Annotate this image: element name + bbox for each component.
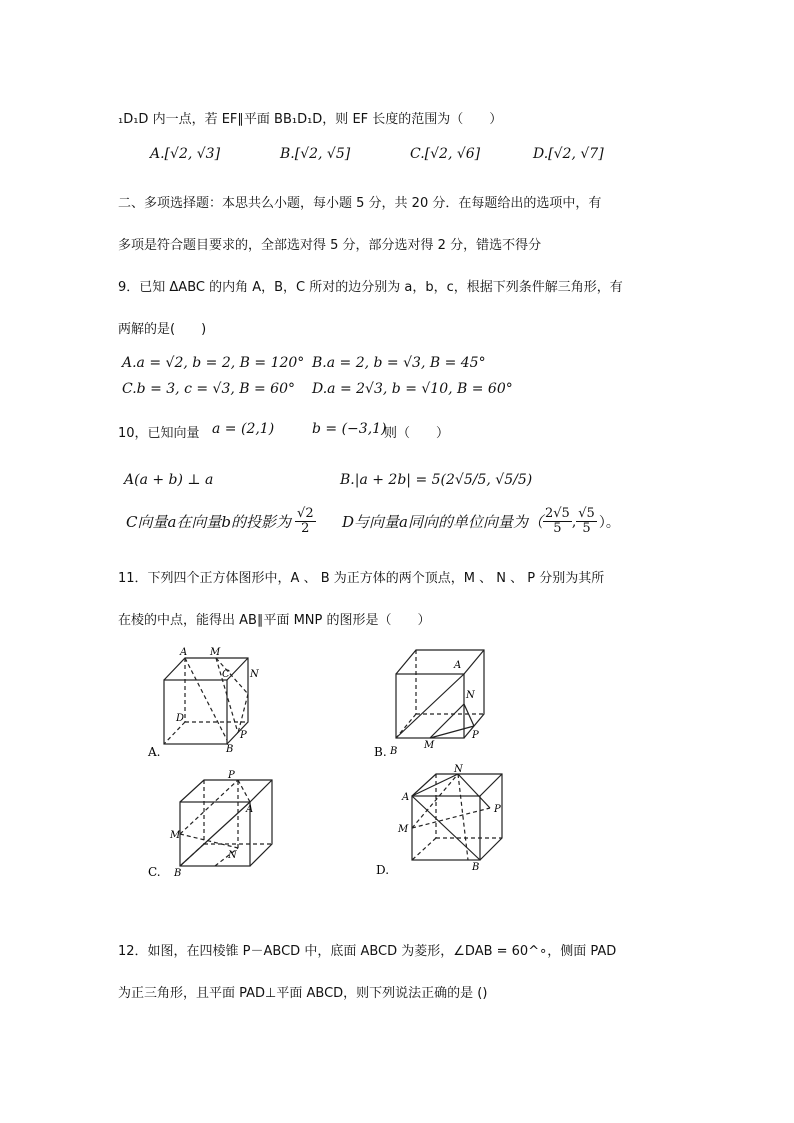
fig-d-label-n: N (454, 764, 463, 775)
fig-b-label-p: P (472, 730, 479, 741)
fig-d-label-b: B (472, 862, 480, 873)
q10-option-d-comma: , (571, 513, 577, 530)
q10-option-d-fraction-1 (543, 507, 572, 537)
fig-c-label-a: A (246, 804, 254, 815)
q10-option-a: A(a + b) ⊥ a (124, 472, 214, 488)
q10-option-c-denominator: 2 (301, 521, 310, 537)
q10-option-d-f1-numerator: 2√5 (544, 506, 570, 521)
fig-b-label-a: A (454, 660, 462, 671)
fig-a-label-p: P (240, 730, 247, 741)
q10-stem-suffix: 则（ ） (384, 426, 450, 441)
fig-b-label-b: B (390, 746, 398, 757)
q10-option-d (342, 507, 620, 537)
fig-a-label-d: D (176, 713, 185, 724)
q11-line1: 11．下列四个正方体图形中，A 、 B 为正方体的两个顶点，M 、 N 、 P 分别为其所 (118, 571, 605, 586)
q11-figure-b (368, 642, 508, 760)
q10-option-d-fraction-2 (576, 507, 597, 537)
q8-tail-text: ₁D₁D 内一点，若 EF∥平面 BB₁D₁D，则 EF 长度的范围为（ ） (118, 112, 503, 127)
q10-option-d-f1-denominator: 5 (553, 521, 562, 537)
q8-option-a: A.[√2, √3] (150, 146, 221, 162)
q11-figure-c (142, 766, 292, 882)
q10-option-c-text: C向量a在向量b的投影为 (126, 513, 292, 532)
q12-line1: 12．如图，在四棱锥 P－ABCD 中，底面 ABCD 为菱形，∠DAB = 60^∘，侧面 PAD (118, 944, 617, 959)
q8-option-b: B.[√2, √5] (280, 146, 351, 162)
q9-line2: 两解的是( ) (118, 322, 207, 337)
fig-b-label-n: N (466, 690, 475, 701)
q9-option-c: C.b = 3, c = √3, B = 60° (122, 381, 295, 397)
q10-option-d-f2-denominator: 5 (582, 521, 591, 537)
q8-option-d: D.[√2, √7] (533, 146, 604, 162)
fig-a-caption: A. (148, 745, 161, 759)
fig-a-label-a: A (180, 647, 188, 658)
q10-option-b: B.|a + 2b| = 5(2√5/5, √5/5) (340, 472, 533, 488)
section2-line1: 二、多项选择题：本思共么小题，每小题 5 分，共 20 分．在每题给出的选项中，有 (118, 196, 602, 211)
fig-c-caption: C. (148, 865, 161, 879)
q10-option-d-text: D与向量a同向的单位向量为（ (342, 513, 543, 532)
q10-option-c-numerator: √2 (297, 506, 314, 521)
fig-d-label-p: P (494, 804, 501, 815)
q9-line1: 9．已知 ΔABC 的内角 A，B，C 所对的边分别为 a，b，c，根据下列条件解三角形，有 (118, 280, 623, 295)
fig-a-label-m: M (210, 647, 221, 658)
fig-c-label-m: M (170, 830, 181, 841)
q9-option-b: B.a = 2, b = √3, B = 45° (312, 355, 486, 371)
fig-d-caption: D. (376, 863, 390, 877)
q10-vector-b: b = (−3,1) (312, 421, 387, 437)
fig-a-label-n: N (250, 669, 259, 680)
q10-option-c-fraction (295, 507, 316, 537)
q11-line2: 在棱的中点，能得出 AB∥平面 MNP 的图形是（ ） (118, 613, 431, 628)
fig-c-label-n: N (228, 850, 237, 861)
q11-figure-a (142, 642, 282, 760)
fig-d-label-m: M (398, 824, 409, 835)
q12-line2: 为正三角形，且平面 PAD⊥平面 ABCD，则下列说法正确的是 () (118, 986, 488, 1001)
q9-option-d: D.a = 2√3, b = √10, B = 60° (312, 381, 513, 397)
q9-option-a: A.a = √2, b = 2, B = 120° (122, 355, 305, 371)
q10-option-c (126, 507, 316, 537)
section2-line2: 多项是符合题目要求的，全部选对得 5 分，部分选对得 2 分，错选不得分 (118, 238, 542, 253)
fig-a-label-b: B (226, 744, 234, 755)
fig-c-label-p: P (228, 770, 235, 781)
fig-b-label-m: M (424, 740, 435, 751)
q11-figure-d (368, 762, 518, 880)
q10-stem-prefix: 10，已知向量 (118, 426, 200, 441)
fig-d-label-a: A (402, 792, 410, 803)
q8-option-c: C.[√2, √6] (410, 146, 481, 162)
q10-vector-a: a = (2,1) (212, 421, 275, 437)
fig-a-label-c: C (222, 669, 230, 680)
q10-option-d-suffix: ）。 (598, 514, 620, 531)
q10-option-d-f2-numerator: √5 (578, 506, 595, 521)
fig-b-caption: B. (374, 745, 387, 759)
fig-c-label-b: B (174, 868, 182, 879)
